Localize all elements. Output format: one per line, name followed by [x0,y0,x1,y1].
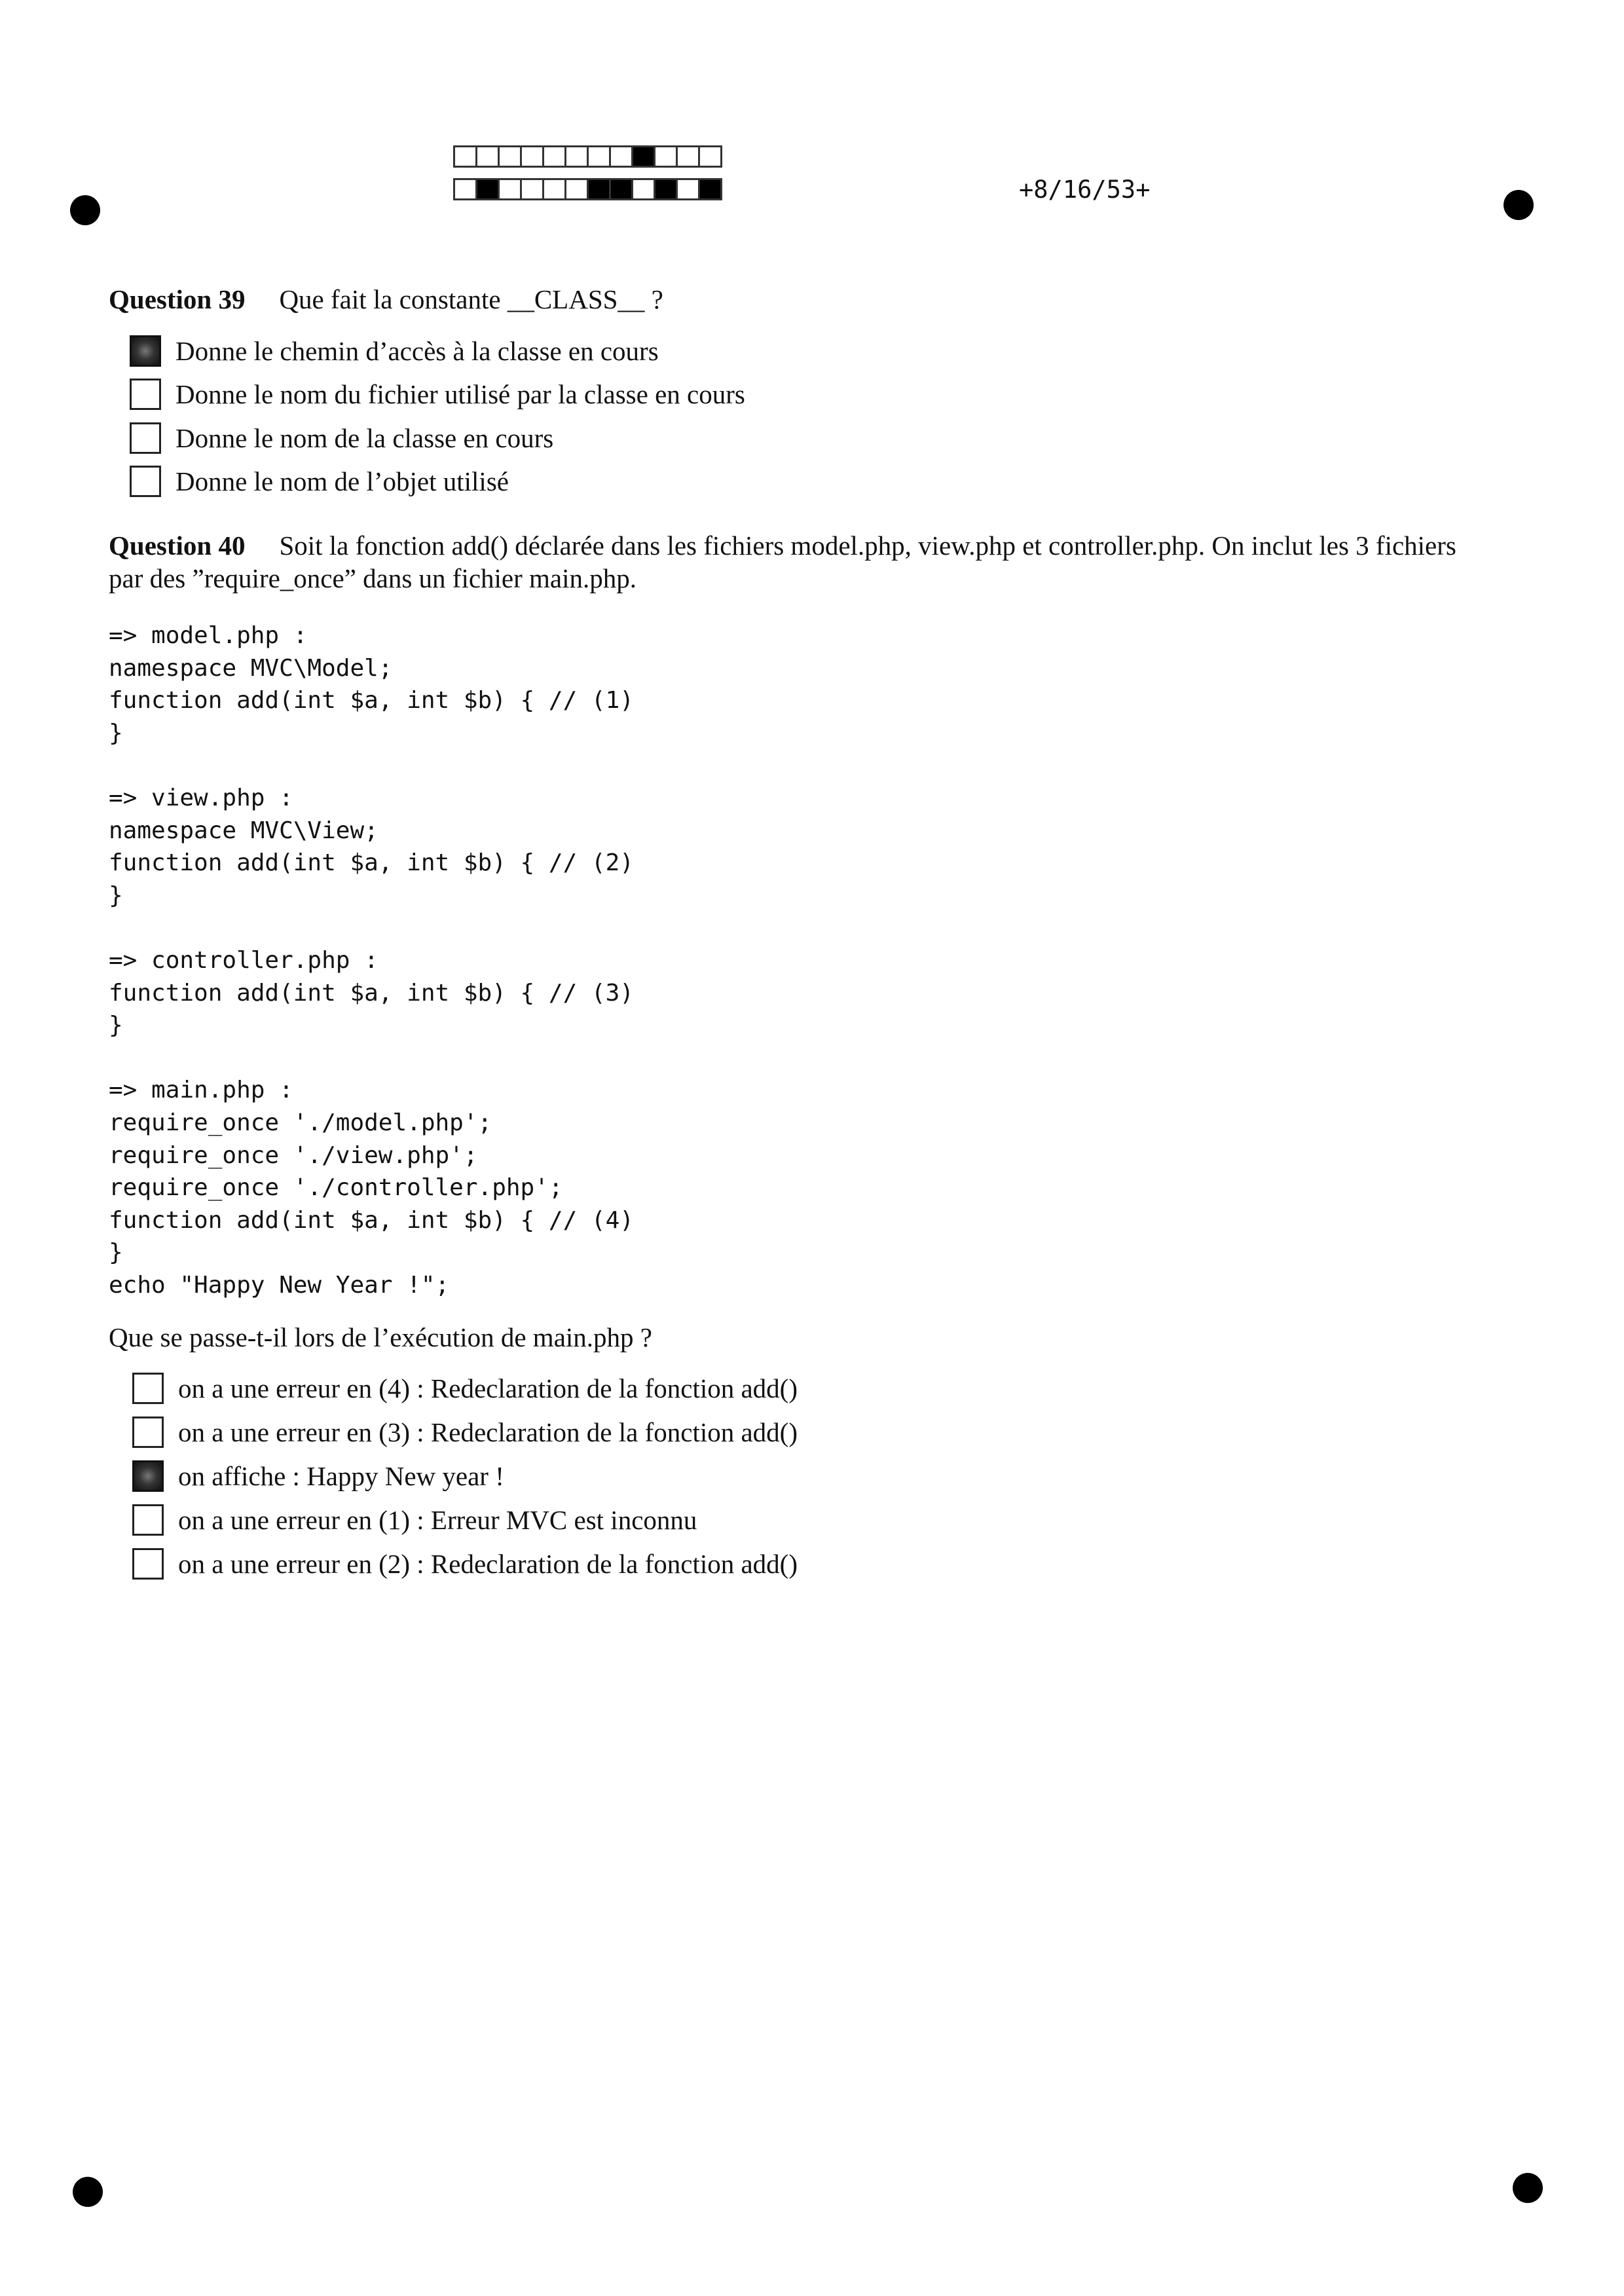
q39-choice-4[interactable] [130,466,509,497]
question-40-header [109,529,1510,595]
q39-choice-1[interactable] [130,335,659,367]
q40-choice-5[interactable] [132,1548,798,1580]
q40-choice-3[interactable] [132,1460,504,1492]
code-line [109,749,634,782]
id-grid-cell [654,145,678,168]
question-40-prompt: Que se passe-t-il lors de l’exécution de main.php ? [109,1322,652,1352]
q40-checkbox-2[interactable] [132,1416,164,1448]
q39-checkbox-1[interactable] [130,335,161,367]
id-grid-cell [587,145,611,168]
code-line: function add(int $a, int $b) { // (4) [109,1206,634,1234]
id-grid-cell [631,145,655,168]
id-grid-cell [654,178,678,200]
question-40-text-line2: par des ”require_once” dans un fichier main.php. [109,563,637,593]
q40-choice-1[interactable] [132,1373,798,1404]
id-grid-cell [564,145,589,168]
q40-choice-2-label: on a une erreur en (3) : Redeclaration de la fonction add() [178,1417,798,1447]
code-line: => main.php : [109,1077,293,1104]
id-grid-cell [564,178,589,200]
id-grid-cell [520,178,544,200]
corner-mark-top-left [70,195,100,225]
code-line: function add(int $a, int $b) { // (1) [109,687,634,714]
code-line: => model.php : [109,622,308,649]
q40-checkbox-3[interactable] [132,1460,164,1492]
q40-checkbox-4[interactable] [132,1504,164,1536]
question-39-number: Question 39 [109,284,246,314]
code-line: echo "Happy New Year !"; [109,1271,450,1299]
id-grid-cell [698,145,722,168]
q40-checkbox-1[interactable] [132,1373,164,1404]
student-id-grid-top [453,145,720,168]
q40-choice-3-label: on affiche : Happy New year ! [178,1461,504,1491]
q40-choice-5-label: on a une erreur en (2) : Redeclaration de la fonction add() [178,1549,798,1579]
code-line: } [109,1239,123,1267]
code-line: function add(int $a, int $b) { // (3) [109,979,634,1007]
corner-mark-bottom-right [1513,2173,1543,2203]
corner-mark-bottom-left [73,2177,103,2207]
id-grid-cell [676,145,700,168]
q39-checkbox-3[interactable] [130,422,161,454]
question-40-number: Question 40 [109,530,246,561]
id-grid-cell [475,178,500,200]
code-line: function add(int $a, int $b) { // (2) [109,849,634,877]
id-grid-cell [498,145,522,168]
id-grid-cell [609,178,633,200]
q39-choice-3-label: Donne le nom de la classe en cours [175,423,554,453]
code-line: } [109,1012,123,1039]
q40-checkbox-5[interactable] [132,1548,164,1580]
code-line [109,1042,634,1075]
id-grid-cell [453,178,477,200]
code-line: namespace MVC\View; [109,817,378,844]
corner-mark-top-right [1504,190,1534,220]
page-code: +8/16/53+ [1019,176,1151,204]
q40-choice-4-label: on a une erreur en (1) : Erreur MVC est inconnu [178,1505,697,1535]
id-grid-cell [453,145,477,168]
student-id-grid-bottom [453,178,720,200]
id-grid-cell [498,178,522,200]
id-grid-cell [542,145,566,168]
id-grid-cell [542,178,566,200]
q39-checkbox-4[interactable] [130,466,161,497]
code-line: } [109,881,123,909]
code-line: require_once './controller.php'; [109,1174,563,1202]
code-line: => view.php : [109,784,293,811]
q39-choice-4-label: Donne le nom de l’objet utilisé [175,466,509,496]
id-grid-cell [631,178,655,200]
code-line: require_once './model.php'; [109,1109,492,1136]
question-39-header [109,283,1510,316]
code-line: } [109,719,123,747]
q39-choice-1-label: Donne le chemin d’accès à la classe en cours [175,336,659,366]
q39-checkbox-2[interactable] [130,379,161,410]
q40-choice-1-label: on a une erreur en (4) : Redeclaration de la fonction add() [178,1373,798,1403]
id-grid-cell [587,178,611,200]
id-grid-cell [609,145,633,168]
id-grid-cell [676,178,700,200]
q39-choice-3[interactable] [130,422,553,454]
id-grid-cell [520,145,544,168]
q39-choice-2-label: Donne le nom du fichier utilisé par la classe en cours [175,379,745,409]
id-grid-cell [475,145,500,168]
q39-choice-2[interactable] [130,379,745,410]
question-39-text: Que fait la constante __CLASS__ ? [279,284,663,314]
q40-choice-2[interactable] [132,1416,798,1448]
code-line: => controller.php : [109,946,378,974]
code-line [109,912,634,944]
code-listing [109,620,634,1301]
code-line: namespace MVC\Model; [109,654,393,682]
q40-choice-4[interactable] [132,1504,697,1536]
id-grid-cell [698,178,722,200]
question-40-text-line1: Soit la fonction add() déclarée dans les fichiers model.php, view.php et controller.php. On inclut les 3 fichiers [279,530,1456,561]
code-line: require_once './view.php'; [109,1141,478,1169]
